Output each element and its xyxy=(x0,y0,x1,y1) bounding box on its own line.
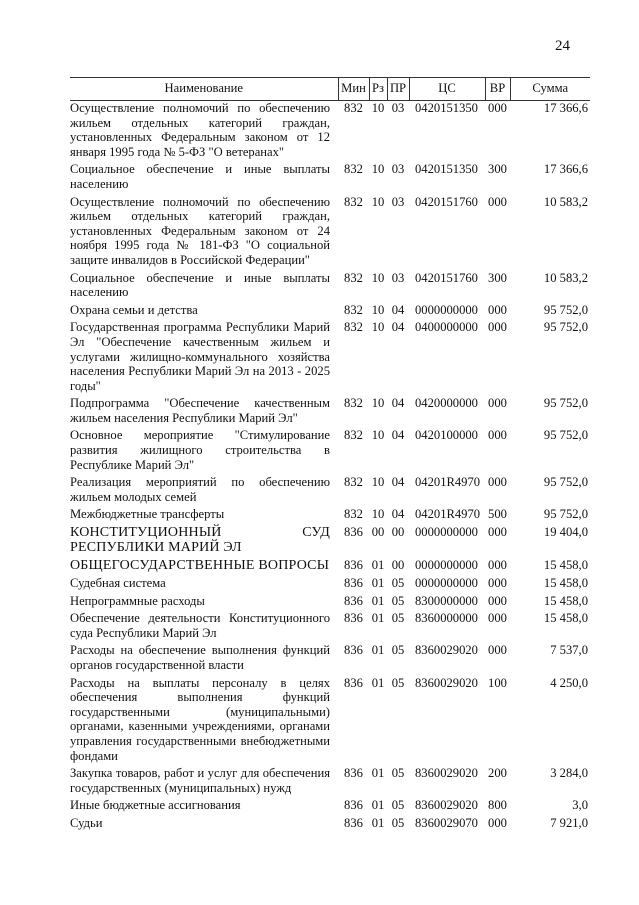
row-sum: 95 752,0 xyxy=(543,396,588,411)
row-name: КОНСТИТУЦИОННЫЙ СУД РЕСПУБЛИКИ МАРИЙ ЭЛ xyxy=(70,525,330,556)
row-sum: 95 752,0 xyxy=(543,475,588,490)
row-rz: 10 xyxy=(371,194,385,209)
row-sum: 7 921,0 xyxy=(550,815,588,830)
header-vr: ВР xyxy=(485,78,510,101)
row-vr: 000 xyxy=(488,525,507,540)
row-vr: 000 xyxy=(488,558,507,573)
row-rz: 01 xyxy=(371,798,385,813)
row-sum: 95 752,0 xyxy=(543,507,588,522)
table-row xyxy=(70,425,590,472)
row-cs: 04201R4970 xyxy=(415,507,481,522)
row-cs: 8360029020 xyxy=(415,643,478,658)
row-rz: 01 xyxy=(371,815,385,830)
row-pr: 03 xyxy=(391,162,405,177)
row-cs: 0000000000 xyxy=(415,558,478,573)
row-cs: 0420151350 xyxy=(415,162,478,177)
row-pr: 03 xyxy=(391,194,405,209)
row-cs: 0420000000 xyxy=(415,396,478,411)
row-rz: 10 xyxy=(371,428,385,443)
row-name: Судебная система xyxy=(70,576,166,591)
row-vr: 000 xyxy=(488,643,507,658)
table-row xyxy=(70,522,590,555)
table-row xyxy=(70,573,590,591)
row-sum: 15 458,0 xyxy=(543,576,588,591)
row-min: 836 xyxy=(344,675,363,690)
row-cs: 8360029020 xyxy=(415,675,478,690)
row-name: Основное мероприятие "Стимулирование развития жилищного строительства в Республике Марий Эл" xyxy=(70,428,330,472)
row-vr: 000 xyxy=(488,320,507,335)
row-pr: 05 xyxy=(391,798,405,813)
row-cs: 0420151350 xyxy=(415,101,478,115)
row-cs: 8300000000 xyxy=(415,593,478,608)
table-row xyxy=(70,555,590,573)
row-vr: 000 xyxy=(488,194,507,209)
header-min: Мин xyxy=(338,78,369,101)
row-cs: 0000000000 xyxy=(415,576,478,591)
row-vr: 000 xyxy=(488,396,507,411)
row-cs: 8360029020 xyxy=(415,798,478,813)
row-pr: 00 xyxy=(391,558,405,573)
row-name: Социальное обеспечение и иные выплаты населению xyxy=(70,162,330,191)
row-min: 832 xyxy=(344,396,363,411)
row-vr: 000 xyxy=(488,302,507,317)
row-vr: 000 xyxy=(488,593,507,608)
page-number: 24 xyxy=(555,38,570,54)
table-row xyxy=(70,192,590,268)
row-vr: 300 xyxy=(488,162,507,177)
row-name: Государственная программа Республики Марий Эл "Обеспечение качественным жильем и услугами жилищно-коммунального хозяйства населения Республики Марий Эл на 2013 - 2025 годы" xyxy=(70,320,330,393)
header-name: Наименование xyxy=(70,78,338,101)
row-rz: 01 xyxy=(371,675,385,690)
table-body xyxy=(70,101,590,831)
table-row xyxy=(70,268,590,300)
row-sum: 95 752,0 xyxy=(543,320,588,335)
table-row xyxy=(70,795,590,813)
row-name: Реализация мероприятий по обеспечению жильем молодых семей xyxy=(70,475,330,504)
row-rz: 10 xyxy=(371,507,385,522)
row-vr: 000 xyxy=(488,101,507,115)
row-cs: 04201R4970 xyxy=(415,475,481,490)
row-min: 832 xyxy=(344,428,363,443)
row-vr: 000 xyxy=(488,815,507,830)
row-cs: 0420151760 xyxy=(415,194,478,209)
row-cs: 8360000000 xyxy=(415,611,478,626)
row-sum: 3,0 xyxy=(572,798,588,813)
row-rz: 10 xyxy=(371,302,385,317)
row-rz: 10 xyxy=(371,475,385,490)
row-sum: 10 583,2 xyxy=(543,270,588,285)
row-sum: 4 250,0 xyxy=(550,675,588,690)
table-row xyxy=(70,101,590,160)
row-min: 836 xyxy=(344,798,363,813)
row-min: 832 xyxy=(344,162,363,177)
row-rz: 01 xyxy=(371,611,385,626)
row-name: Судьи xyxy=(70,815,103,830)
row-pr: 03 xyxy=(391,101,405,115)
row-name: Иные бюджетные ассигнования xyxy=(70,798,241,813)
row-pr: 05 xyxy=(391,815,405,830)
row-vr: 000 xyxy=(488,428,507,443)
row-vr: 100 xyxy=(488,675,507,690)
header-sum: Сумма xyxy=(510,78,590,101)
row-sum: 15 458,0 xyxy=(543,558,588,573)
budget-table xyxy=(70,77,590,831)
row-pr: 05 xyxy=(391,576,405,591)
row-cs: 0000000000 xyxy=(415,525,478,540)
row-vr: 200 xyxy=(488,766,507,781)
row-cs: 8360029020 xyxy=(415,766,478,781)
row-min: 836 xyxy=(344,611,363,626)
row-name: ОБЩЕГОСУДАРСТВЕННЫЕ ВОПРОСЫ xyxy=(70,558,330,574)
row-name: Осуществление полномочий по обеспечению жильем отдельных категорий граждан, установленных Федеральным законом от 12 января 1995 года № 5-ФЗ "О ветеранах" xyxy=(70,101,330,159)
row-pr: 05 xyxy=(391,611,405,626)
row-rz: 01 xyxy=(371,593,385,608)
row-name: Непрограммные расходы xyxy=(70,593,205,608)
row-name: Обеспечение деятельности Конституционного суда Республики Марий Эл xyxy=(70,611,330,640)
row-rz: 10 xyxy=(371,396,385,411)
table-row xyxy=(70,159,590,191)
row-name: Расходы на обеспечение выполнения функций органов государственной власти xyxy=(70,643,330,672)
table-row xyxy=(70,813,590,831)
row-sum: 17 366,6 xyxy=(543,101,588,115)
row-rz: 00 xyxy=(371,525,385,540)
row-sum: 95 752,0 xyxy=(543,428,588,443)
row-vr: 500 xyxy=(488,507,507,522)
row-rz: 01 xyxy=(371,766,385,781)
row-pr: 00 xyxy=(391,525,405,540)
row-name: Межбюджетные трансферты xyxy=(70,507,225,522)
row-sum: 10 583,2 xyxy=(543,194,588,209)
row-min: 832 xyxy=(344,194,363,209)
row-vr: 300 xyxy=(488,270,507,285)
row-min: 832 xyxy=(344,320,363,335)
row-rz: 10 xyxy=(371,162,385,177)
row-pr: 05 xyxy=(391,675,405,690)
row-pr: 05 xyxy=(391,766,405,781)
row-min: 832 xyxy=(344,302,363,317)
row-min: 832 xyxy=(344,475,363,490)
header-pr: ПР xyxy=(387,78,409,101)
row-vr: 000 xyxy=(488,576,507,591)
row-sum: 19 404,0 xyxy=(543,525,588,540)
table-row xyxy=(70,763,590,795)
table-row xyxy=(70,591,590,609)
row-pr: 05 xyxy=(391,593,405,608)
table-row xyxy=(70,317,590,393)
row-rz: 10 xyxy=(371,320,385,335)
row-rz: 01 xyxy=(371,558,385,573)
row-pr: 05 xyxy=(391,643,405,658)
row-min: 836 xyxy=(344,525,363,540)
row-rz: 10 xyxy=(371,101,385,115)
row-vr: 000 xyxy=(488,475,507,490)
row-name: Социальное обеспечение и иные выплаты населению xyxy=(70,270,330,300)
row-rz: 01 xyxy=(371,576,385,591)
table-header-row xyxy=(70,78,590,101)
row-min: 836 xyxy=(344,576,363,591)
row-name: Осуществление полномочий по обеспечению жильем отдельных категорий граждан, установленных Федеральным законом от 24 ноября 1995 года № 181-ФЗ "О социальной защите инвалидов в Российской Федерации" xyxy=(70,194,330,267)
row-min: 836 xyxy=(344,766,363,781)
row-name: Охрана семьи и детства xyxy=(70,302,198,317)
row-min: 836 xyxy=(344,558,363,573)
row-pr: 04 xyxy=(391,475,405,490)
row-sum: 15 458,0 xyxy=(543,611,588,626)
row-sum: 7 537,0 xyxy=(550,643,588,658)
row-cs: 0420151760 xyxy=(415,270,478,285)
row-vr: 800 xyxy=(488,798,507,813)
row-sum: 15 458,0 xyxy=(543,593,588,608)
row-pr: 04 xyxy=(391,396,405,411)
table-row xyxy=(70,673,590,764)
row-cs: 8360029070 xyxy=(415,815,478,830)
row-sum: 17 366,6 xyxy=(543,162,588,177)
row-vr: 000 xyxy=(488,611,507,626)
row-pr: 04 xyxy=(391,320,405,335)
row-min: 836 xyxy=(344,815,363,830)
row-min: 832 xyxy=(344,270,363,285)
row-min: 832 xyxy=(344,101,363,115)
row-cs: 0420100000 xyxy=(415,428,478,443)
row-name: Расходы на выплаты персоналу в целях обеспечения выполнения функций государственными (муниципальными) органами, казенными учреждениями, органами управления государственными внебюджетными фондами xyxy=(70,675,330,763)
row-min: 836 xyxy=(344,593,363,608)
row-pr: 03 xyxy=(391,270,405,285)
table-row xyxy=(70,640,590,672)
table-row xyxy=(70,472,590,504)
row-pr: 04 xyxy=(391,302,405,317)
row-cs: 0400000000 xyxy=(415,320,478,335)
row-rz: 01 xyxy=(371,643,385,658)
row-rz: 10 xyxy=(371,270,385,285)
row-name: Подпрограмма "Обеспечение качественным жильем населения Республики Марий Эл" xyxy=(70,396,330,425)
row-min: 836 xyxy=(344,643,363,658)
row-sum: 95 752,0 xyxy=(543,302,588,317)
table-row xyxy=(70,300,590,318)
row-pr: 04 xyxy=(391,428,405,443)
row-sum: 3 284,0 xyxy=(550,766,588,781)
table-row xyxy=(70,504,590,522)
table-row xyxy=(70,608,590,640)
row-pr: 04 xyxy=(391,507,405,522)
row-cs: 0000000000 xyxy=(415,302,478,317)
table-row xyxy=(70,393,590,425)
header-rz: Рз xyxy=(369,78,387,101)
row-min: 832 xyxy=(344,507,363,522)
row-name: Закупка товаров, работ и услуг для обеспечения государственных (муниципальных) нужд xyxy=(70,766,330,795)
header-cs: ЦС xyxy=(409,78,485,101)
